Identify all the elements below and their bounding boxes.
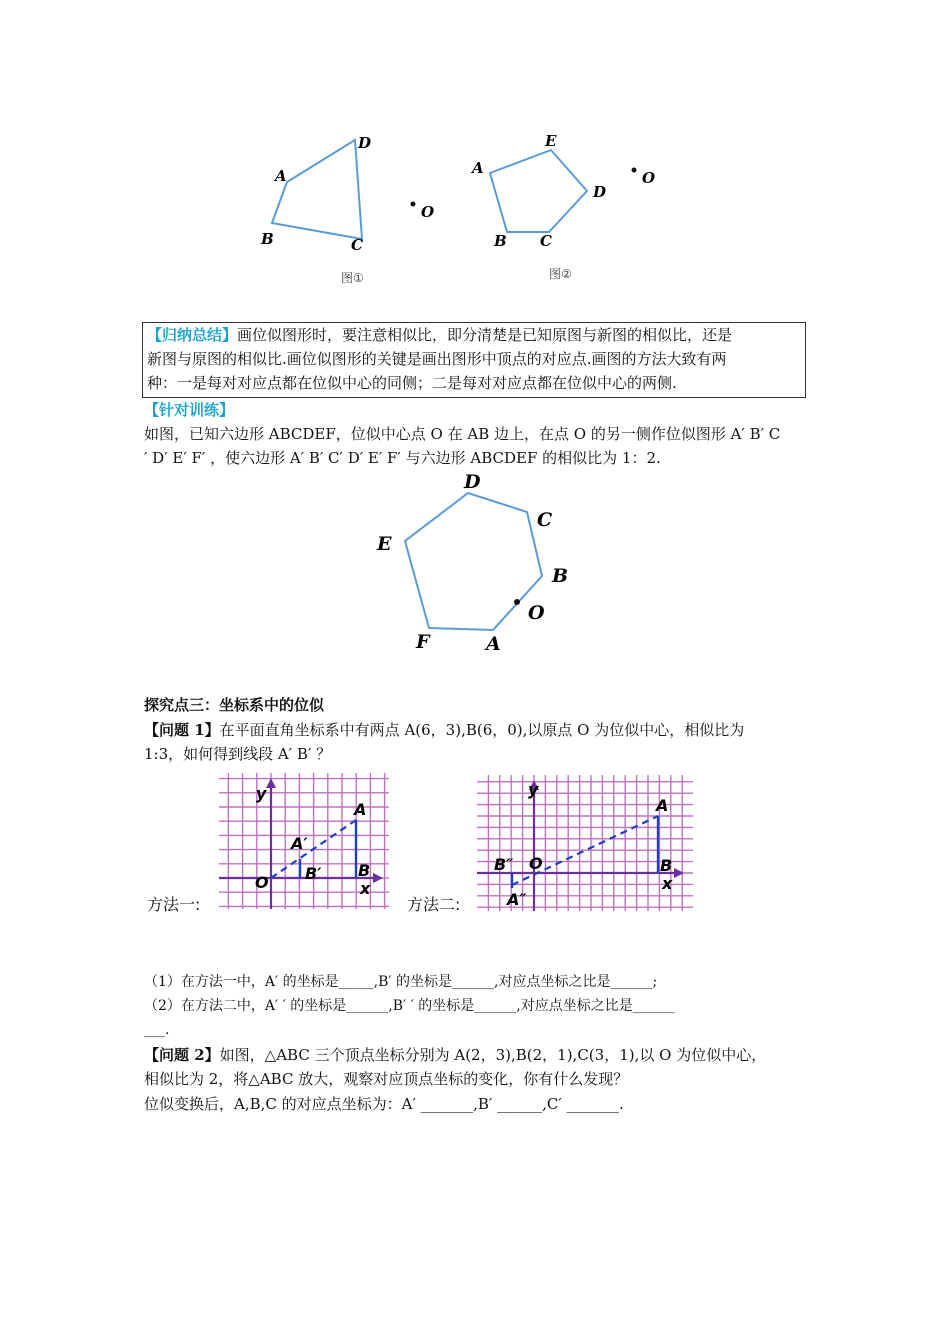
label-x: x [360,879,371,898]
training-line-1: 如图，已知六边形 ABCDEF，位似中心点 O 在 AB 边上，在点 O 的另一侧作位似图形 A′ B′ C [144,425,781,443]
fill-in-1: （1）在方法一中，A′ 的坐标是_____,B′ 的坐标是______,对应点坐标之比是______; [144,974,658,990]
label-o: O [528,602,545,624]
label-d: D [464,471,481,493]
label-d: D [358,134,372,152]
summary-tag: 【归纳总结】 [147,326,238,344]
label-x: x [662,874,673,893]
label-b: B [261,230,274,248]
point-o [632,168,637,173]
label-b: B [552,565,569,587]
label-y: y [256,784,267,803]
label-c: C [537,509,553,531]
figure-1-caption: 图① [341,271,364,285]
label-o: O [642,169,656,187]
label-a: A [486,633,501,655]
grid-method-2 [477,775,693,911]
label-f: F [416,631,430,653]
section-3-heading: 探究点三：坐标系中的位似 [144,696,325,714]
fill-in-2: （2）在方法二中，A′ ′ 的坐标是______,B′ ′ 的坐标是______,对应点坐标之比是______ [144,998,675,1014]
label-a: A [472,159,484,177]
label-b: B [358,861,371,880]
label-c: C [540,232,552,250]
label-y: y [528,780,539,799]
summary-line-2: 新图与原图的相似比.画位似图形的关键是画出图形中顶点的对应点.画图的方法大致有两 [147,350,727,368]
label-b: B [660,856,673,875]
label-d: D [593,183,607,201]
figure-1 [250,125,440,290]
label-o: O [421,203,435,221]
question-2-tag: 【问题 2】 [144,1046,220,1064]
pentagon-abcde [490,150,587,232]
summary-text-1: 画位似图形时，要注意相似比，即分清楚是已知原图与新图的相似比，还是 [237,326,733,344]
label-e: E [377,533,392,555]
question-2-line-1 [144,1043,766,1067]
label-b1: B′ [305,864,322,883]
question-2-text: 如图，△ABC 三个顶点坐标分别为 A(2，3),B(2，1),C(3，1),以 O 为位似中心， [219,1046,767,1064]
figure-2 [465,128,665,258]
label-o: O [529,854,543,873]
label-a2: A″ [507,890,527,909]
figure-2-caption: 图② [549,267,572,281]
method-1-label: 方法一: [147,895,201,914]
label-c: C [351,236,363,254]
summary-box [142,322,806,398]
label-a: A [354,800,367,819]
label-o: O [255,873,269,892]
point-o [514,599,520,605]
label-a: A [275,167,287,185]
label-a: A [656,796,669,815]
label-e: E [545,132,557,150]
label-b: B [494,232,507,250]
training-tag: 【针对训练】 [144,401,235,419]
label-b2: B″ [494,855,514,874]
summary-line-3: 种：一是每对对应点都在位似中心的同侧；二是每对对应点都在位似中心的两侧. [147,374,677,392]
label-a1: A′ [291,834,308,853]
point-o [411,202,416,207]
hexagon-figure [370,468,590,658]
hexagon-abcdef [405,493,542,630]
fill-in-2-continued: ___. [144,1022,170,1038]
question-2-line-3: 位似变换后，A,B,C 的对应点坐标为：A′ _______,B′ ______,C′ _______. [144,1095,624,1113]
grid-method-1 [219,773,389,909]
question-1-line-1 [144,718,744,742]
summary-line-1 [147,323,801,347]
question-2-line-2: 相似比为 2，将△ABC 放大，观察对应顶点坐标的变化，你有什么发现？ [144,1070,629,1088]
question-1-line-2: 1:3，如何得到线段 A′ B′ ？ [144,745,332,763]
question-1-text: 在平面直角坐标系中有两点 A(6，3),B(6，0),以原点 O 为位似中心，相似比为 [219,721,745,739]
training-line-2: ′ D′ E′ F′ ，使六边形 A′ B′ C′ D′ E′ F′ 与六边形 ABCDEF 的相似比为 1：2. [144,449,661,467]
quadrilateral-abcd [272,140,362,239]
method-2-label: 方法二: [407,895,461,914]
question-1-tag: 【问题 1】 [144,721,220,739]
